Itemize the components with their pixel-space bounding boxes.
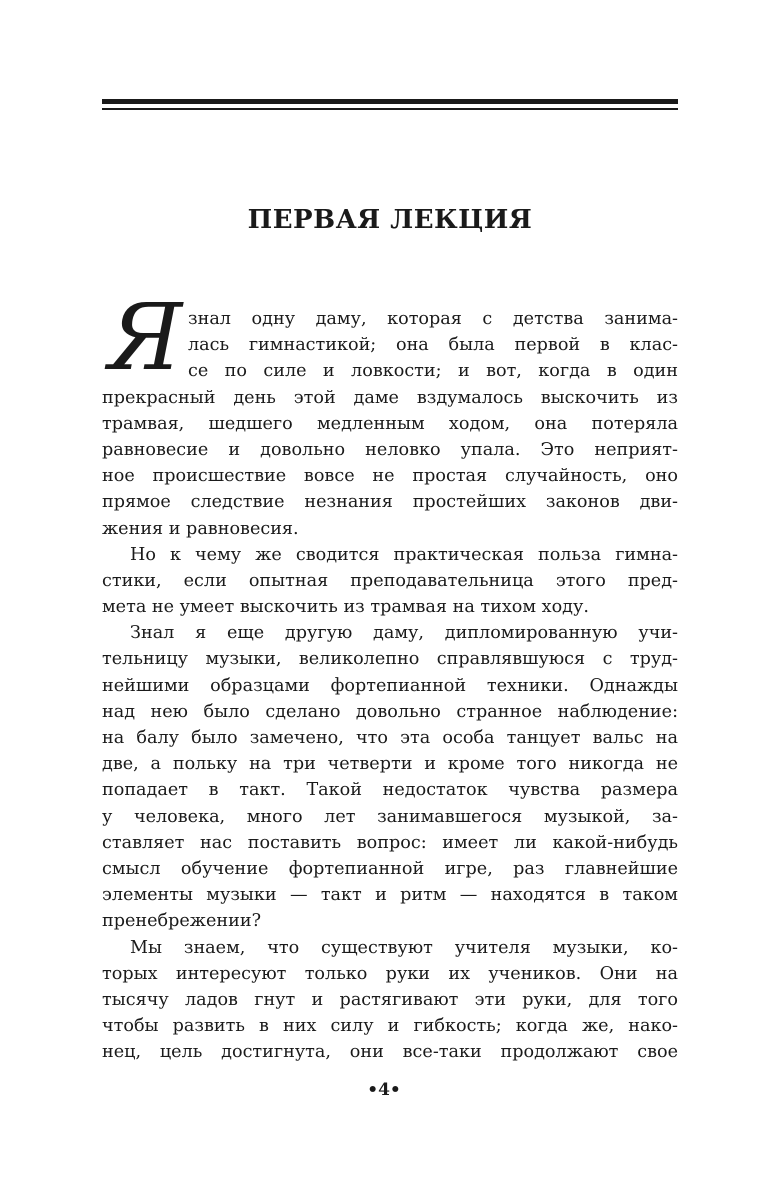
text-line: Но к чему же сводится практическая польза гимна- bbox=[130, 544, 678, 565]
text-line: торых интересуют только руки их учеников. Они на bbox=[102, 963, 678, 984]
drop-cap: Я bbox=[108, 284, 183, 391]
paragraph-4 bbox=[102, 935, 678, 1066]
paragraph-1 bbox=[102, 306, 678, 542]
text-line: тельницу музыки, великолепно справлявшуюся с труд- bbox=[102, 649, 678, 670]
text-line: ное происшествие вовсе не простая случайность, оно bbox=[102, 466, 678, 487]
text-line: се по силе и ловкости; и вот, когда в один bbox=[188, 361, 678, 382]
body-text bbox=[102, 284, 678, 1065]
text-line: элементы музыки — такт и ритм — находятся в таком bbox=[102, 885, 678, 906]
text-line: прямое следствие незнания простейших законов дви- bbox=[102, 492, 678, 513]
text-line: лась гимнастикой; она была первой в клас- bbox=[188, 335, 678, 356]
text-line: Знал я еще другую даму, дипломированную учи- bbox=[130, 623, 678, 644]
text-line: нец, цель достигнута, они все-таки продолжают свое bbox=[102, 1042, 678, 1063]
text-line: трамвая, шедшего медленным ходом, она потеряла bbox=[102, 413, 678, 434]
text-line: жения и равновесия. bbox=[102, 518, 299, 539]
paragraph-3 bbox=[102, 620, 678, 934]
text-line: равновесие и довольно неловко упала. Это неприят- bbox=[102, 439, 678, 460]
text-line: попадает в такт. Такой недостаток чувства размера bbox=[102, 780, 678, 801]
text-line: прекрасный день этой даме вздумалось выскочить из bbox=[102, 387, 678, 408]
paragraph-2 bbox=[102, 542, 678, 621]
page-number: •4• bbox=[367, 1080, 401, 1100]
text-line: Мы знаем, что существуют учителя музыки, ко- bbox=[130, 937, 678, 958]
text-line: тысячу ладов гнут и растягивают эти руки, для того bbox=[102, 989, 678, 1010]
text-line: ставляет нас поставить вопрос: имеет ли какой-нибудь bbox=[102, 832, 678, 853]
text-line: нейшими образцами фортепианной техники. Однажды bbox=[102, 675, 678, 696]
text-line: над нею было сделано довольно странное наблюдение: bbox=[102, 701, 678, 722]
chapter-title: ПЕРВАЯ ЛЕКЦИЯ bbox=[247, 205, 533, 235]
header-rule-thin bbox=[102, 108, 678, 110]
text-line: на балу было замечено, что эта особа танцует вальс на bbox=[102, 728, 678, 748]
text-line: чтобы развить в них силу и гибкость; когда же, нако- bbox=[102, 1016, 678, 1037]
text-line: смысл обучение фортепианной игре, раз главнейшие bbox=[102, 858, 678, 879]
text-line: две, а польку на три четверти и кроме того никогда не bbox=[102, 754, 678, 775]
text-line: знал одну даму, которая с детства занима- bbox=[188, 309, 678, 329]
text-line: у человека, много лет занимавшегося музыкой, за- bbox=[102, 806, 678, 827]
header-rule-thick bbox=[102, 99, 678, 104]
text-line: мета не умеет выскочить из трамвая на тихом ходу. bbox=[102, 597, 589, 618]
text-line: стики, если опытная преподавательница этого пред- bbox=[102, 570, 678, 591]
text-line: пренебрежении? bbox=[102, 911, 262, 932]
